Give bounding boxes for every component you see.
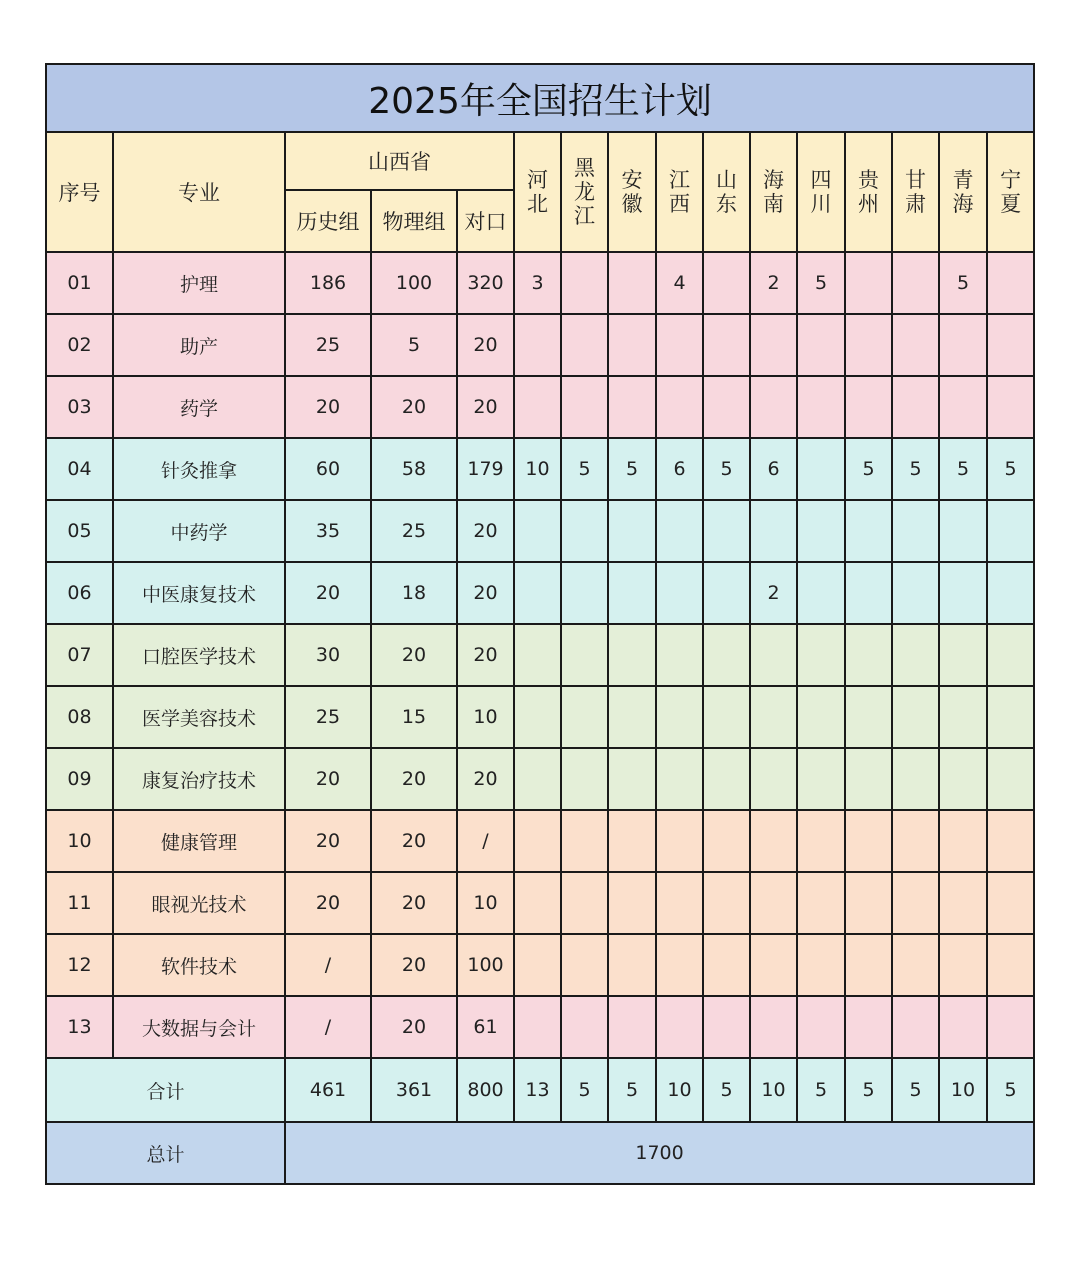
header-major: 专业 bbox=[113, 132, 285, 252]
row-province-count: 5 bbox=[987, 438, 1034, 500]
row-province-count bbox=[703, 314, 750, 376]
row-major: 针灸推拿 bbox=[113, 438, 285, 500]
row-province-count bbox=[892, 562, 939, 624]
row-province-count bbox=[987, 314, 1034, 376]
row-province-count bbox=[797, 314, 845, 376]
row-province-count bbox=[514, 748, 561, 810]
row-physics-count: 20 bbox=[371, 810, 457, 872]
row-province-count bbox=[892, 252, 939, 314]
row-province-count bbox=[892, 500, 939, 562]
row-major: 中医康复技术 bbox=[113, 562, 285, 624]
row-province-count bbox=[845, 562, 892, 624]
table-row bbox=[46, 562, 1034, 624]
row-province-count bbox=[750, 996, 797, 1058]
row-province-count bbox=[608, 314, 656, 376]
row-province-count bbox=[845, 934, 892, 996]
row-province-count bbox=[939, 500, 987, 562]
row-province-count bbox=[797, 500, 845, 562]
row-vocational-count: 10 bbox=[457, 872, 514, 934]
row-province-count bbox=[797, 624, 845, 686]
row-province-count bbox=[703, 562, 750, 624]
sum-province: 10 bbox=[656, 1058, 703, 1122]
sum-vocational: 800 bbox=[457, 1058, 514, 1122]
row-province-count: 5 bbox=[939, 438, 987, 500]
table-row bbox=[46, 252, 1034, 314]
row-province-count: 2 bbox=[750, 252, 797, 314]
row-vocational-count: 20 bbox=[457, 314, 514, 376]
row-seq: 11 bbox=[46, 872, 113, 934]
row-province-count bbox=[703, 748, 750, 810]
row-province-count bbox=[656, 376, 703, 438]
row-physics-count: 20 bbox=[371, 872, 457, 934]
sum-province: 5 bbox=[987, 1058, 1034, 1122]
row-history-count: / bbox=[285, 996, 371, 1058]
row-province-count bbox=[750, 872, 797, 934]
row-province-count bbox=[656, 748, 703, 810]
row-major: 康复治疗技术 bbox=[113, 748, 285, 810]
row-province-count bbox=[845, 252, 892, 314]
row-physics-count: 25 bbox=[371, 500, 457, 562]
row-province-count bbox=[608, 500, 656, 562]
row-province-count bbox=[750, 500, 797, 562]
row-major: 护理 bbox=[113, 252, 285, 314]
sum-province: 5 bbox=[797, 1058, 845, 1122]
sum-province: 10 bbox=[939, 1058, 987, 1122]
row-vocational-count: / bbox=[457, 810, 514, 872]
header-province: 海 南 bbox=[750, 132, 797, 252]
row-major: 口腔医学技术 bbox=[113, 624, 285, 686]
row-province-count: 4 bbox=[656, 252, 703, 314]
header-vocational: 对口 bbox=[457, 190, 514, 252]
row-province-count bbox=[845, 686, 892, 748]
row-history-count: 60 bbox=[285, 438, 371, 500]
row-province-count bbox=[703, 500, 750, 562]
row-province-count: 5 bbox=[703, 438, 750, 500]
row-major: 软件技术 bbox=[113, 934, 285, 996]
row-physics-count: 5 bbox=[371, 314, 457, 376]
row-province-count bbox=[608, 872, 656, 934]
row-province-count bbox=[939, 314, 987, 376]
row-province-count bbox=[750, 934, 797, 996]
header-province: 贵 州 bbox=[845, 132, 892, 252]
row-province-count bbox=[656, 562, 703, 624]
row-province-count bbox=[797, 562, 845, 624]
row-physics-count: 15 bbox=[371, 686, 457, 748]
row-province-count bbox=[939, 872, 987, 934]
table-row bbox=[46, 376, 1034, 438]
row-physics-count: 20 bbox=[371, 376, 457, 438]
row-vocational-count: 20 bbox=[457, 748, 514, 810]
row-province-count bbox=[656, 810, 703, 872]
row-province-count bbox=[987, 686, 1034, 748]
row-province-count bbox=[892, 934, 939, 996]
row-province-count bbox=[939, 624, 987, 686]
row-province-count bbox=[939, 748, 987, 810]
row-province-count bbox=[608, 748, 656, 810]
row-province-count bbox=[987, 748, 1034, 810]
row-seq: 06 bbox=[46, 562, 113, 624]
header-province: 黑 龙 江 bbox=[561, 132, 608, 252]
row-province-count bbox=[514, 996, 561, 1058]
row-vocational-count: 179 bbox=[457, 438, 514, 500]
table-row bbox=[46, 686, 1034, 748]
sum-province: 13 bbox=[514, 1058, 561, 1122]
row-province-count bbox=[608, 562, 656, 624]
row-seq: 07 bbox=[46, 624, 113, 686]
row-province-count bbox=[561, 376, 608, 438]
row-seq: 10 bbox=[46, 810, 113, 872]
sum-province: 5 bbox=[608, 1058, 656, 1122]
row-province-count bbox=[797, 872, 845, 934]
row-province-count bbox=[561, 252, 608, 314]
header-province: 山 东 bbox=[703, 132, 750, 252]
row-province-count bbox=[608, 810, 656, 872]
header-seq: 序号 bbox=[46, 132, 113, 252]
row-history-count: 30 bbox=[285, 624, 371, 686]
row-province-count bbox=[892, 314, 939, 376]
row-physics-count: 20 bbox=[371, 624, 457, 686]
row-vocational-count: 20 bbox=[457, 624, 514, 686]
row-province-count bbox=[561, 314, 608, 376]
row-province-count bbox=[750, 748, 797, 810]
total-label: 总计 bbox=[46, 1122, 285, 1184]
row-history-count: 186 bbox=[285, 252, 371, 314]
header-physics-group: 物理组 bbox=[371, 190, 457, 252]
sum-history: 461 bbox=[285, 1058, 371, 1122]
row-province-count: 6 bbox=[750, 438, 797, 500]
sum-physics: 361 bbox=[371, 1058, 457, 1122]
row-province-count bbox=[561, 748, 608, 810]
row-physics-count: 58 bbox=[371, 438, 457, 500]
row-province-count bbox=[514, 314, 561, 376]
row-province-count bbox=[656, 500, 703, 562]
row-province-count bbox=[892, 686, 939, 748]
row-seq: 08 bbox=[46, 686, 113, 748]
header-province: 安 徽 bbox=[608, 132, 656, 252]
sum-province: 5 bbox=[561, 1058, 608, 1122]
row-vocational-count: 20 bbox=[457, 500, 514, 562]
row-major: 药学 bbox=[113, 376, 285, 438]
row-province-count bbox=[514, 376, 561, 438]
row-province-count bbox=[797, 438, 845, 500]
table-row bbox=[46, 934, 1034, 996]
row-province-count bbox=[987, 376, 1034, 438]
row-major: 眼视光技术 bbox=[113, 872, 285, 934]
row-physics-count: 18 bbox=[371, 562, 457, 624]
row-province-count: 5 bbox=[797, 252, 845, 314]
row-province-count bbox=[656, 934, 703, 996]
row-history-count: 20 bbox=[285, 376, 371, 438]
row-vocational-count: 20 bbox=[457, 562, 514, 624]
row-province-count bbox=[561, 996, 608, 1058]
row-province-count bbox=[939, 810, 987, 872]
row-history-count: 25 bbox=[285, 314, 371, 376]
row-province-count bbox=[703, 996, 750, 1058]
row-province-count: 3 bbox=[514, 252, 561, 314]
sum-province: 5 bbox=[892, 1058, 939, 1122]
row-major: 助产 bbox=[113, 314, 285, 376]
row-history-count: 20 bbox=[285, 872, 371, 934]
row-seq: 12 bbox=[46, 934, 113, 996]
row-history-count: 25 bbox=[285, 686, 371, 748]
page-title: 2025年全国招生计划 bbox=[46, 64, 1034, 132]
row-vocational-count: 100 bbox=[457, 934, 514, 996]
row-province-count bbox=[845, 872, 892, 934]
row-physics-count: 20 bbox=[371, 934, 457, 996]
row-province-count: 5 bbox=[608, 438, 656, 500]
row-province-count bbox=[514, 624, 561, 686]
row-province-count bbox=[514, 934, 561, 996]
row-history-count: / bbox=[285, 934, 371, 996]
row-province-count bbox=[892, 624, 939, 686]
row-province-count bbox=[939, 934, 987, 996]
row-province-count bbox=[561, 624, 608, 686]
table-row bbox=[46, 748, 1034, 810]
header-province: 甘 肃 bbox=[892, 132, 939, 252]
row-province-count bbox=[750, 810, 797, 872]
row-province-count: 5 bbox=[892, 438, 939, 500]
row-province-count: 5 bbox=[845, 438, 892, 500]
row-province-count bbox=[703, 686, 750, 748]
row-province-count bbox=[797, 748, 845, 810]
enrollment-plan-table bbox=[45, 63, 1035, 1185]
row-seq: 05 bbox=[46, 500, 113, 562]
row-province-count bbox=[797, 686, 845, 748]
header-province: 青 海 bbox=[939, 132, 987, 252]
row-province-count bbox=[987, 624, 1034, 686]
row-province-count bbox=[561, 500, 608, 562]
row-seq: 03 bbox=[46, 376, 113, 438]
row-history-count: 20 bbox=[285, 562, 371, 624]
row-province-count bbox=[987, 562, 1034, 624]
header-province: 四 川 bbox=[797, 132, 845, 252]
row-province-count bbox=[987, 500, 1034, 562]
row-physics-count: 20 bbox=[371, 748, 457, 810]
row-province-count bbox=[987, 252, 1034, 314]
row-major: 医学美容技术 bbox=[113, 686, 285, 748]
table-body bbox=[46, 252, 1034, 1184]
row-province-count bbox=[514, 810, 561, 872]
header-province: 河 北 bbox=[514, 132, 561, 252]
row-province-count bbox=[608, 376, 656, 438]
row-province-count: 2 bbox=[750, 562, 797, 624]
header-province: 江 西 bbox=[656, 132, 703, 252]
table-row bbox=[46, 872, 1034, 934]
row-province-count bbox=[561, 934, 608, 996]
row-province-count bbox=[608, 624, 656, 686]
row-vocational-count: 20 bbox=[457, 376, 514, 438]
row-province-count bbox=[845, 996, 892, 1058]
row-major: 中药学 bbox=[113, 500, 285, 562]
table-row bbox=[46, 438, 1034, 500]
row-physics-count: 20 bbox=[371, 996, 457, 1058]
row-province-count bbox=[797, 934, 845, 996]
row-province-count bbox=[892, 872, 939, 934]
row-province-count bbox=[892, 376, 939, 438]
header-shanxi: 山西省 bbox=[285, 132, 514, 190]
total-value: 1700 bbox=[285, 1122, 1034, 1184]
row-province-count bbox=[703, 376, 750, 438]
row-province-count bbox=[939, 562, 987, 624]
row-province-count bbox=[514, 872, 561, 934]
row-province-count bbox=[845, 376, 892, 438]
row-province-count bbox=[608, 996, 656, 1058]
row-province-count bbox=[514, 500, 561, 562]
row-province-count bbox=[703, 934, 750, 996]
row-history-count: 35 bbox=[285, 500, 371, 562]
table-row bbox=[46, 810, 1034, 872]
row-province-count bbox=[656, 996, 703, 1058]
header-history-group: 历史组 bbox=[285, 190, 371, 252]
row-province-count bbox=[939, 376, 987, 438]
row-province-count bbox=[561, 810, 608, 872]
row-province-count: 5 bbox=[561, 438, 608, 500]
row-province-count bbox=[797, 996, 845, 1058]
row-province-count bbox=[656, 686, 703, 748]
row-province-count bbox=[656, 872, 703, 934]
row-province-count bbox=[939, 686, 987, 748]
total-row bbox=[46, 1122, 1034, 1184]
row-province-count bbox=[703, 624, 750, 686]
row-province-count bbox=[892, 996, 939, 1058]
row-province-count bbox=[987, 810, 1034, 872]
row-province-count bbox=[845, 810, 892, 872]
row-province-count bbox=[514, 562, 561, 624]
row-province-count bbox=[892, 810, 939, 872]
row-province-count bbox=[987, 872, 1034, 934]
row-history-count: 20 bbox=[285, 748, 371, 810]
row-province-count bbox=[608, 934, 656, 996]
table-row bbox=[46, 314, 1034, 376]
row-history-count: 20 bbox=[285, 810, 371, 872]
row-province-count bbox=[608, 252, 656, 314]
row-vocational-count: 61 bbox=[457, 996, 514, 1058]
row-province-count bbox=[845, 314, 892, 376]
row-province-count bbox=[939, 996, 987, 1058]
row-seq: 09 bbox=[46, 748, 113, 810]
row-major: 大数据与会计 bbox=[113, 996, 285, 1058]
row-seq: 13 bbox=[46, 996, 113, 1058]
row-province-count: 5 bbox=[939, 252, 987, 314]
row-province-count bbox=[656, 314, 703, 376]
row-province-count: 6 bbox=[656, 438, 703, 500]
row-vocational-count: 10 bbox=[457, 686, 514, 748]
row-province-count bbox=[703, 810, 750, 872]
row-province-count bbox=[845, 748, 892, 810]
row-province-count bbox=[656, 624, 703, 686]
table-row bbox=[46, 624, 1034, 686]
row-seq: 02 bbox=[46, 314, 113, 376]
row-province-count: 10 bbox=[514, 438, 561, 500]
row-province-count bbox=[750, 314, 797, 376]
row-vocational-count: 320 bbox=[457, 252, 514, 314]
table-row bbox=[46, 500, 1034, 562]
row-province-count bbox=[703, 872, 750, 934]
table-row bbox=[46, 996, 1034, 1058]
sum-province: 5 bbox=[845, 1058, 892, 1122]
row-province-count bbox=[750, 686, 797, 748]
row-province-count bbox=[845, 500, 892, 562]
row-physics-count: 100 bbox=[371, 252, 457, 314]
row-province-count bbox=[987, 996, 1034, 1058]
header-province: 宁 夏 bbox=[987, 132, 1034, 252]
row-province-count bbox=[750, 624, 797, 686]
sum-row bbox=[46, 1058, 1034, 1122]
row-province-count bbox=[608, 686, 656, 748]
row-province-count bbox=[845, 624, 892, 686]
row-province-count bbox=[561, 562, 608, 624]
row-province-count bbox=[561, 872, 608, 934]
row-province-count bbox=[750, 376, 797, 438]
row-province-count bbox=[514, 686, 561, 748]
row-province-count bbox=[797, 376, 845, 438]
row-province-count bbox=[561, 686, 608, 748]
row-province-count bbox=[703, 252, 750, 314]
sum-province: 5 bbox=[703, 1058, 750, 1122]
row-province-count bbox=[892, 748, 939, 810]
row-province-count bbox=[987, 934, 1034, 996]
row-major: 健康管理 bbox=[113, 810, 285, 872]
row-seq: 04 bbox=[46, 438, 113, 500]
sum-label: 合计 bbox=[46, 1058, 285, 1122]
sum-province: 10 bbox=[750, 1058, 797, 1122]
row-province-count bbox=[797, 810, 845, 872]
row-seq: 01 bbox=[46, 252, 113, 314]
